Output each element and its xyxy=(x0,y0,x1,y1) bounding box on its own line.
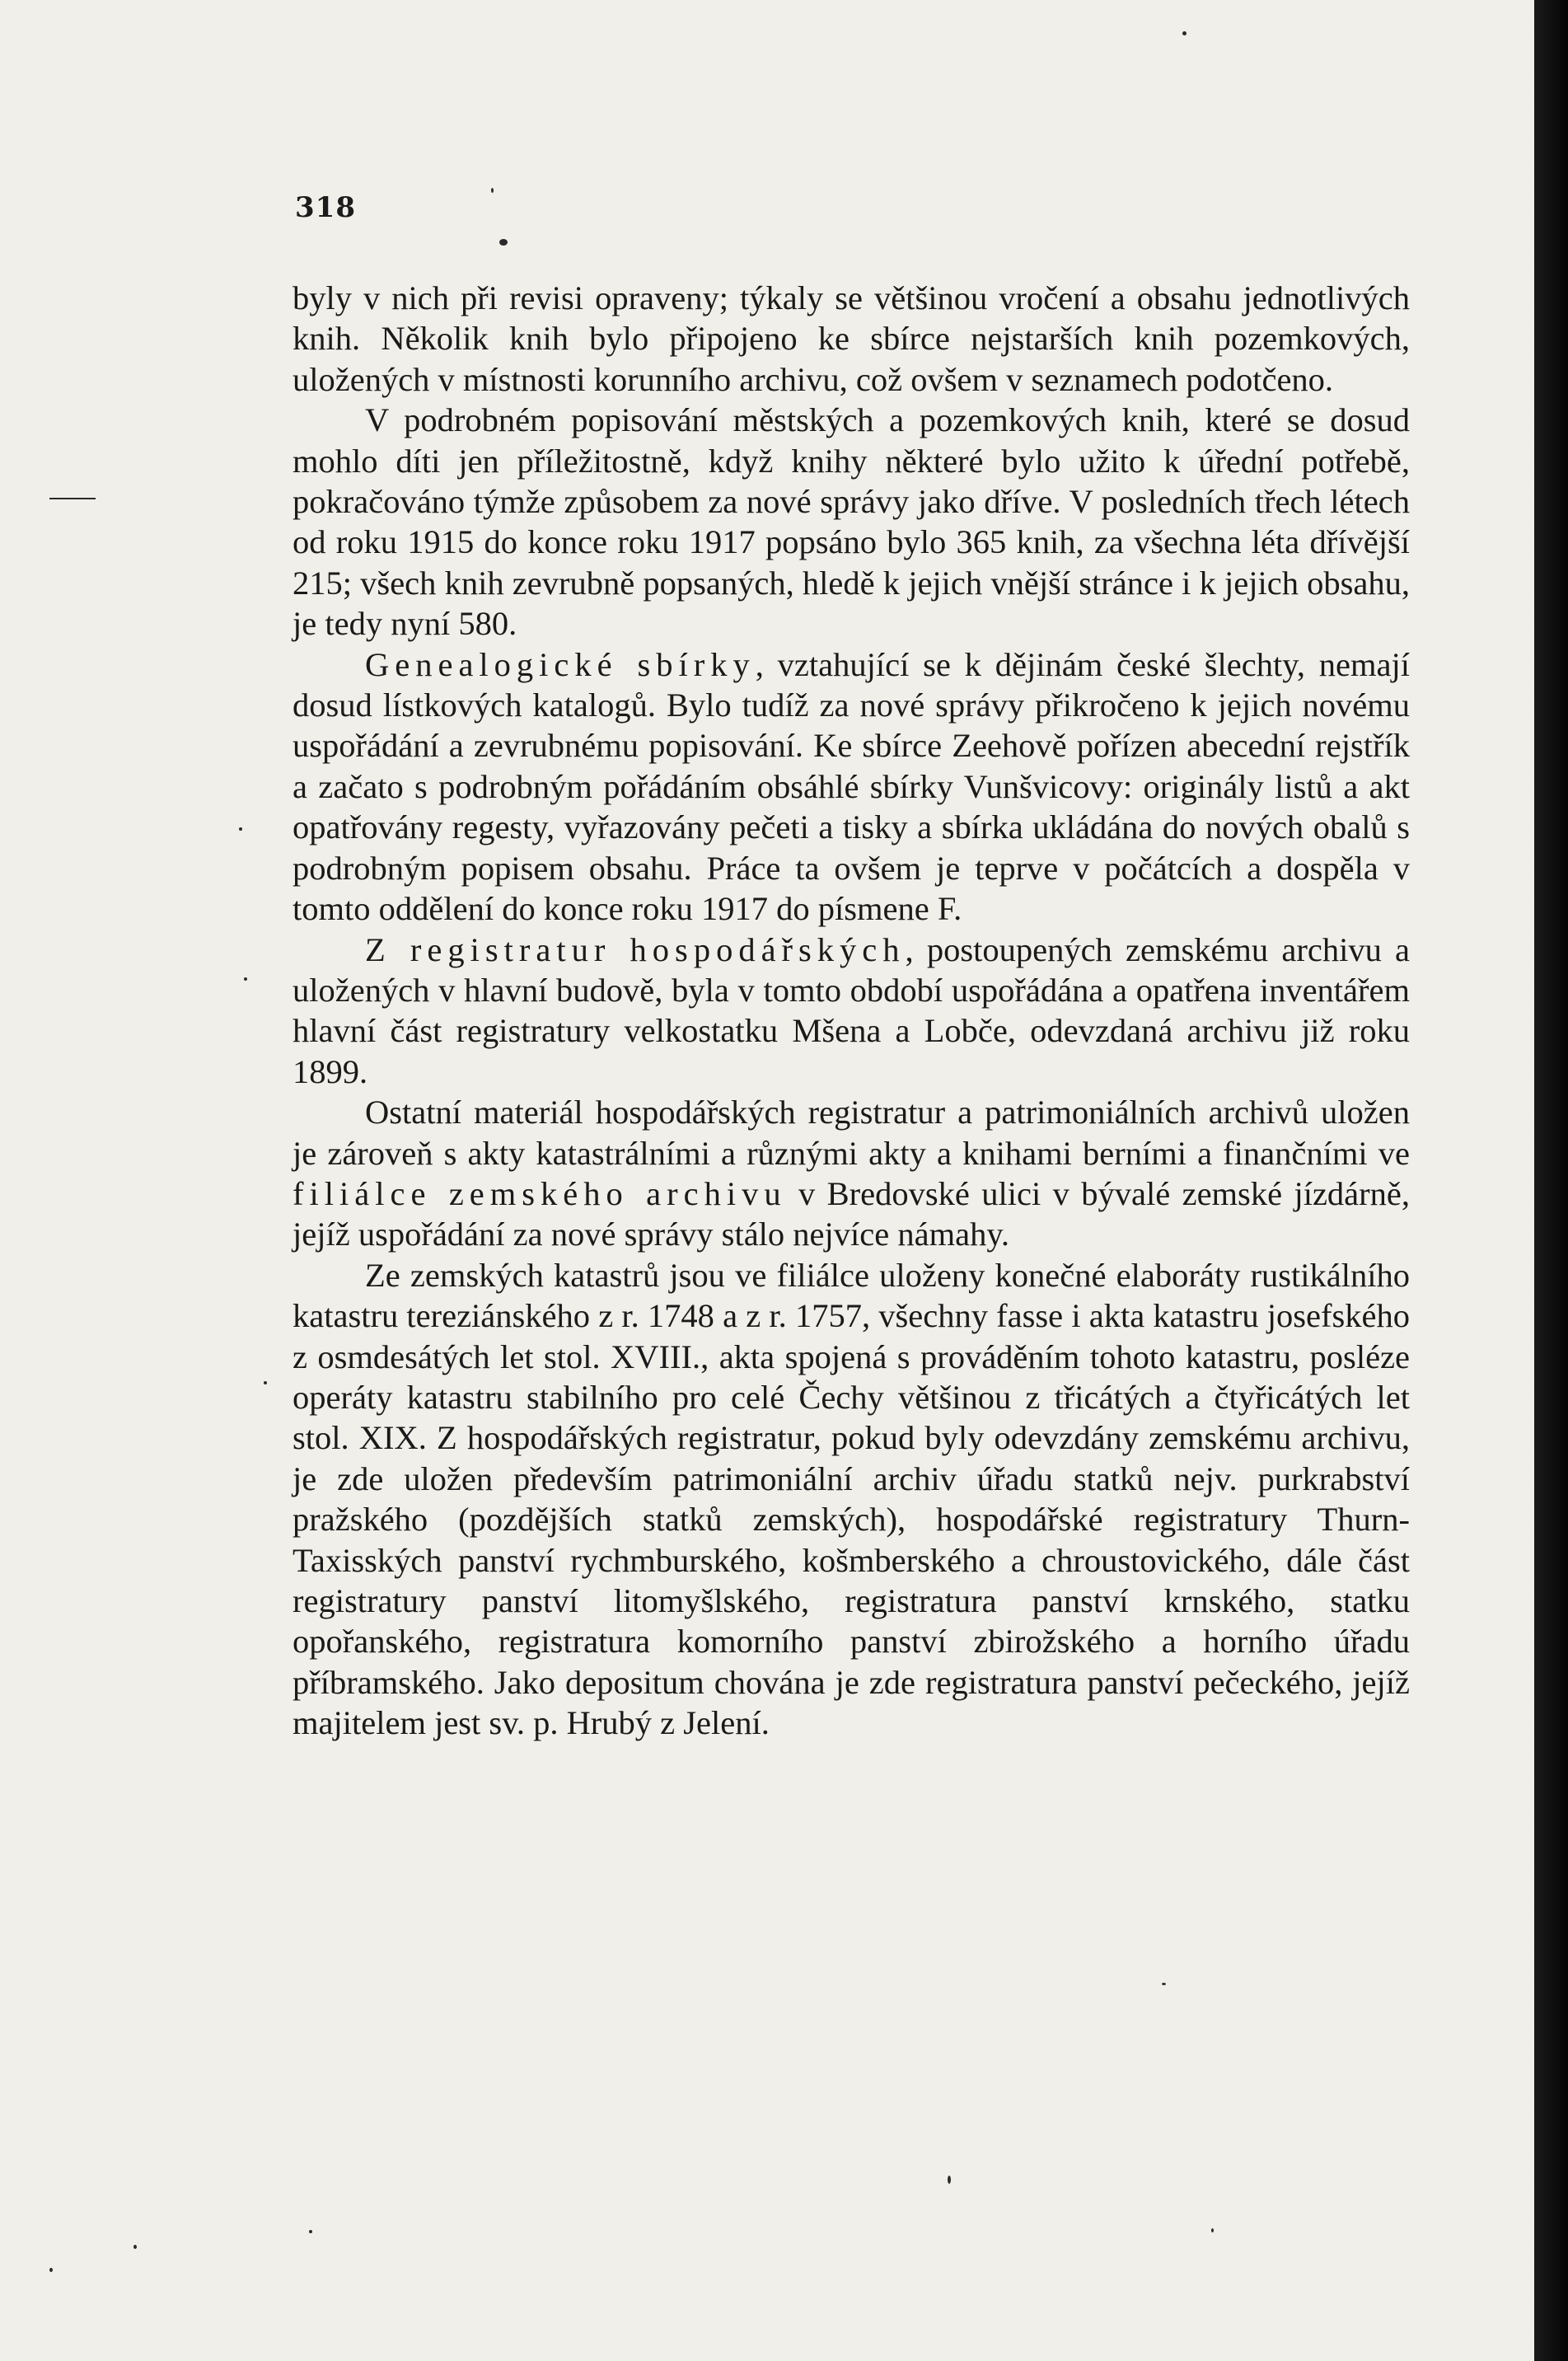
spaced-emphasis: Genealogické sbírky xyxy=(365,645,756,683)
scan-speck xyxy=(309,2230,312,2233)
paragraph-text: byly v nich při revisi opraveny; týkaly se většinou vročení a obsahu jednotlivých knih. Několik knih bylo připojeno ke sbírce nejstarších knih pozemkových, uložených v místnosti korunního archivu, což ovšem v seznamech podotčeno. xyxy=(293,279,1410,398)
scan-speck xyxy=(133,2245,137,2249)
paragraph-text: Ostatní materiál hospodářských registratur a patrimoniálních archivů uložen je zároveň s akty katastrálními a různými akty a knihami berními a finančními ve xyxy=(293,1094,1410,1172)
scan-speck xyxy=(948,2176,951,2184)
spaced-emphasis: Z registratur hospodářských xyxy=(365,930,906,968)
page-number: 318 xyxy=(295,191,356,224)
paragraph-text: V podrobném popisování městských a pozemkových knih, které se dosud mohlo díti jen příležitostně, když knihy některé bylo užito k úřední potřebě, pokračováno týmže způsobem za nové správy jako dříve. V posledních třech létech od roku 1915 do konce roku 1917 popsáno bylo 365 knih, za všechna léta dřívější 215; všech knih zevrubně popsaných, hledě k jejich vnější stránce i k jejich obsahu, je tedy nyní 580. xyxy=(293,401,1410,643)
scan-speck xyxy=(1162,1983,1166,1985)
paragraph-text: , vztahující se k dějinám české šlechty, nemají dosud lístkových katalogů. Bylo tudíž za nové správy přikročeno k jejich novému uspořádání a zevrubnému popisování. Ke sbírce Zeehově pořízen abecední rejstřík a začato s podrobným pořádáním obsáhlé sbírky Vunšvicovy: originály listů a akt opatřovány regesty, vyřazovány pečeti a tisky a sbírka ukládána do nových obalů s podrobným popisem obsahu. Práce ta ovšem je teprve v počátcích a dospěla v tomto oddělení do konce roku 1917 do písmene F. xyxy=(293,645,1410,928)
paragraph xyxy=(293,644,1410,930)
scan-speck xyxy=(1211,2228,1214,2232)
scan-border xyxy=(1534,0,1568,2361)
body-text xyxy=(293,278,1410,1744)
scan-speck xyxy=(1182,31,1187,35)
scan-speck xyxy=(49,498,96,499)
scan-speck xyxy=(264,1381,267,1384)
spaced-emphasis: filiálce zemského archivu xyxy=(293,1174,787,1212)
scan-speck xyxy=(239,827,242,831)
scan-speck xyxy=(49,2268,53,2272)
scan-speck xyxy=(499,239,508,246)
paragraph-text: , postoupených zemskému archivu a uložených v hlavní budově, byla v tomto období uspořádána a opatřena inventářem hlavní část registratury velkostatku Mšena a Lobče, odevzdaná archivu již roku 1899. xyxy=(293,930,1410,1090)
scan-speck xyxy=(244,977,247,981)
paragraph xyxy=(293,400,1410,644)
paragraph xyxy=(293,278,1410,400)
paragraph xyxy=(293,930,1410,1093)
paragraph xyxy=(293,1092,1410,1255)
paragraph-text: Ze zemských katastrů jsou ve filiálce uloženy konečné elaboráty rustikálního katastru tereziánského z r. 1748 a z r. 1757, všechny fasse i akta katastru josefského z osmdesátých let stol. XVIII., akta spojená s prováděním tohoto katastru, posléze operáty katastru stabilního pro celé Čechy většinou z třicátých a čtyřicátých let stol. XIX. Z hospodářských registratur, pokud byly odevzdány zemskému archivu, je zde uložen především patrimoniální archiv úřadu statků nejv. purkrabství pražského (pozdějších statků zemských), hospodářské registratury Thurn-Taxisských panství rychmburského, košmberského a chroustovického, dále část registratury panství litomyšlského, registratura panství krnského, statku opořanského, registratura komorního panství zbirožského a horního úřadu příbramského. Jako depositum chována je zde registratura panství pečeckého, jejíž majitelem jest sv. p. Hrubý z Jelení. xyxy=(293,1256,1410,1742)
paragraph xyxy=(293,1255,1410,1744)
paragraph-text: v Bredovské ulici v bývalé zemské jízdárně, jejíž uspořádání za nové správy stálo nejvíce námahy. xyxy=(293,1174,1410,1253)
scan-speck xyxy=(491,188,494,193)
